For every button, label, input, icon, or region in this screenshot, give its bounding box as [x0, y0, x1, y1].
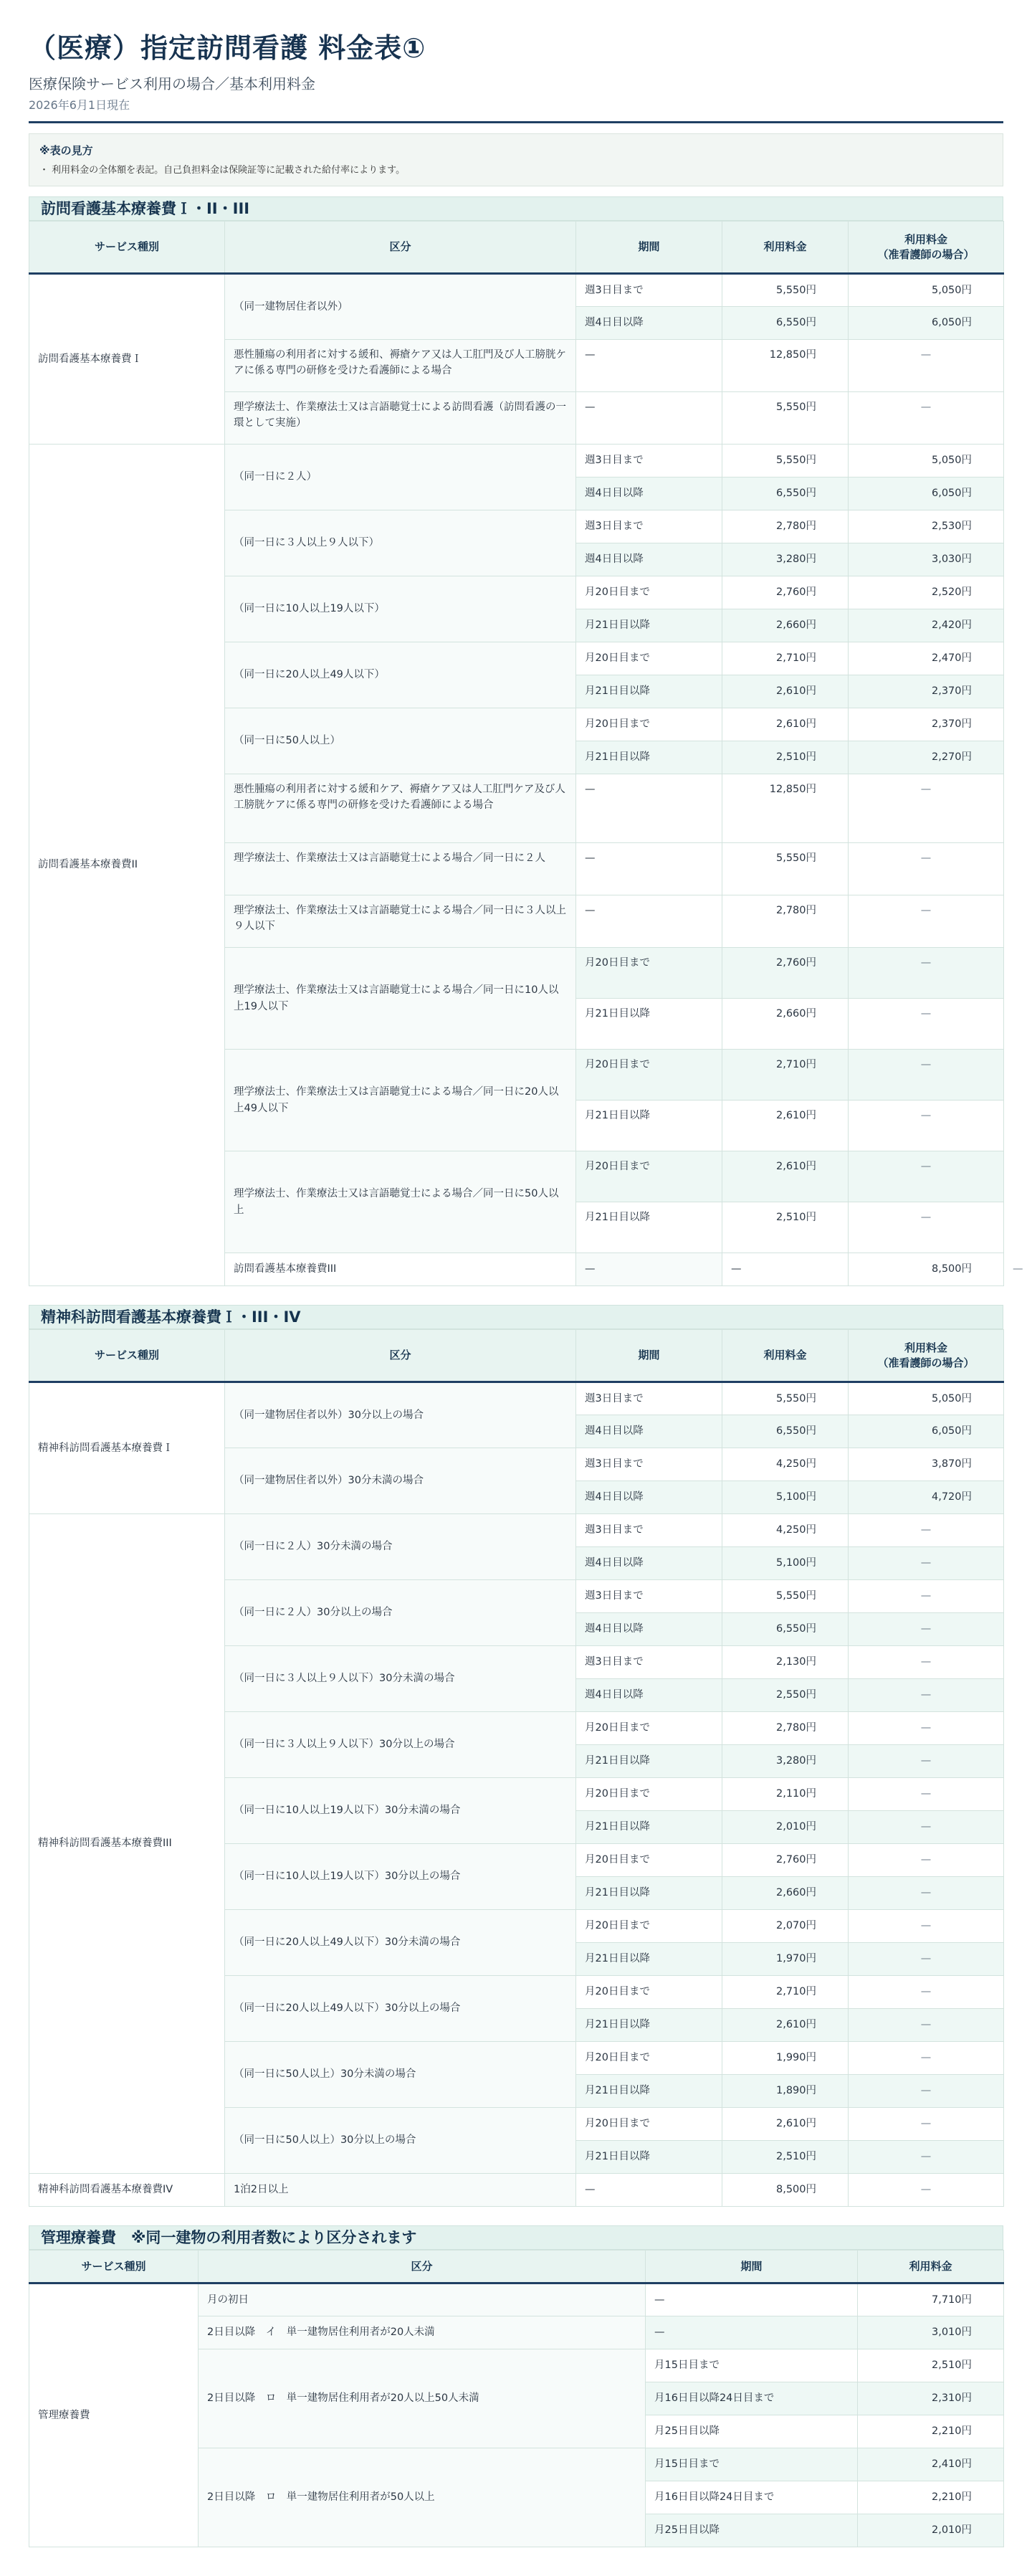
period-cell: 週3日目まで	[576, 274, 722, 307]
category-cell: （同一日に20人以上49人以下）30分以上の場合	[225, 1976, 576, 2042]
col-header-category: 区分	[225, 222, 576, 274]
service-type-cell: 訪問看護基本療養費Ｉ	[29, 274, 225, 445]
fee-assistant-cell: 2,470円	[849, 642, 1004, 675]
period-cell: 週4日目以降	[576, 307, 722, 340]
col-header-service: サービス種別	[29, 222, 225, 274]
fee-assistant-cell: —	[849, 1745, 1004, 1778]
period-cell: 月21日目以降	[576, 1943, 722, 1976]
period-cell: —	[576, 392, 722, 445]
table-row	[29, 2174, 1004, 2207]
fee-assistant-cell: —	[849, 774, 1004, 843]
section-heading-management: 管理療養費 ※同一建物の利用者数により区分されます	[29, 2225, 1003, 2250]
period-cell: 月20日目まで	[576, 708, 722, 741]
fee-assistant-cell: —	[849, 2009, 1004, 2042]
fee-cell: 2,710円	[722, 1050, 849, 1101]
fee-cell: 2,510円	[722, 741, 849, 774]
fee-cell: 3,010円	[858, 2316, 1004, 2349]
period-cell: 週4日目以降	[576, 1613, 722, 1646]
table-row	[29, 445, 1004, 477]
col-header-fee-assistant: 利用料金 （准看護師の場合）	[849, 222, 1004, 274]
page-header	[29, 26, 1003, 123]
service-type-cell: 精神科訪問看護基本療養費III	[29, 1514, 225, 2174]
fee-cell: 2,760円	[722, 1844, 849, 1877]
period-cell: —	[576, 843, 722, 895]
period-cell: 週4日目以降	[576, 1415, 722, 1448]
period-cell: 週4日目以降	[576, 1481, 722, 1514]
fee-assistant-cell: —	[849, 1151, 1004, 1202]
category-cell: （同一日に50人以上）30分以上の場合	[225, 2108, 576, 2174]
category-cell: （同一日に10人以上19人以下）30分以上の場合	[225, 1844, 576, 1910]
fee-cell: 2,210円	[858, 2481, 1004, 2514]
period-cell: 月25日目以降	[646, 2415, 858, 2448]
period-cell: —	[576, 2174, 722, 2207]
period-cell: —	[722, 1253, 849, 1286]
col-header-category: 区分	[199, 2251, 646, 2283]
page-subtitle: 医療保険サービス利用の場合／基本利用料金	[29, 75, 315, 92]
col-header-fee-assistant: 利用料金 （准看護師の場合）	[849, 1330, 1004, 1382]
category-cell: 2日目以降 イ 単一建物居住利用者が20人未満	[199, 2316, 646, 2349]
period-cell: 月21日目以降	[576, 2009, 722, 2042]
fee-cell: 2,660円	[722, 999, 849, 1050]
period-cell: 週3日目まで	[576, 1646, 722, 1679]
header-divider	[29, 121, 1003, 123]
category-cell: 2日目以降 ロ 単一建物居住利用者が50人以上	[199, 2448, 646, 2547]
fee-assistant-cell: —	[849, 1778, 1004, 1811]
period-cell: 月20日目まで	[576, 2042, 722, 2075]
as-of-date: 2026年6月1日現在	[29, 98, 130, 112]
fee-assistant-cell: —	[849, 999, 1004, 1050]
fee-cell: 1,890円	[722, 2075, 849, 2108]
table-row	[29, 1382, 1004, 1415]
period-cell: 週3日目まで	[576, 1514, 722, 1547]
category-cell: 理学療法士、作業療法士又は言語聴覚士による場合／同一日に50人以上	[225, 1151, 576, 1253]
fee-assistant-cell: 4,720円	[849, 1481, 1004, 1514]
fee-cell: 7,710円	[858, 2283, 1004, 2316]
fee-assistant-cell: —	[849, 1811, 1004, 1844]
col-header-service: サービス種別	[29, 2251, 199, 2283]
note-heading: ※表の見方	[39, 144, 93, 157]
category-cell: （同一日に10人以上19人以下）	[225, 576, 576, 642]
fee-cell: 2,660円	[722, 609, 849, 642]
col-header-period: 期間	[646, 2251, 858, 2283]
period-cell: 月21日目以降	[576, 675, 722, 708]
fee-assistant-cell: —	[849, 1844, 1004, 1877]
period-cell: 月21日目以降	[576, 609, 722, 642]
period-cell: 月20日目まで	[576, 948, 722, 999]
fee-cell: 5,550円	[722, 274, 849, 307]
section-heading-visiting-nursing: 訪問看護基本療養費Ｉ・II・III	[29, 196, 1003, 221]
fee-cell: 3,280円	[722, 543, 849, 576]
category-cell: 悪性腫瘍の利用者に対する緩和ケア、褥瘡ケア又は人工肛門ケア及び人工膀胱ケアに係る専門の研修を受けた看護師による場合	[225, 774, 576, 843]
fee-cell: 5,550円	[722, 445, 849, 477]
fee-assistant-cell: 5,050円	[849, 445, 1004, 477]
col-header-fee: 利用料金	[722, 222, 849, 274]
col-header-service: サービス種別	[29, 1330, 225, 1382]
category-cell: （同一建物居住者以外）	[225, 274, 576, 340]
fee-assistant-cell: —	[849, 340, 1004, 392]
fee-cell: 5,550円	[722, 1382, 849, 1415]
period-cell: 月20日目まで	[576, 1151, 722, 1202]
service-type-cell: 精神科訪問看護基本療養費IV	[29, 2174, 225, 2207]
section-heading-psychiatric: 精神科訪問看護基本療養費Ｉ・III・IV	[29, 1305, 1003, 1329]
fee-cell: 2,610円	[722, 1151, 849, 1202]
service-type-cell: 訪問看護基本療養費II	[29, 445, 225, 1286]
category-cell: （同一日に２人）30分未満の場合	[225, 1514, 576, 1580]
period-cell: 週3日目まで	[576, 1382, 722, 1415]
fee-assistant-cell: —	[849, 1877, 1004, 1910]
category-cell: 理学療法士、作業療法士又は言語聴覚士による場合／同一日に10人以上19人以下	[225, 948, 576, 1050]
period-cell: 月21日目以降	[576, 1877, 722, 1910]
fee-cell: 2,780円	[722, 895, 849, 948]
fee-assistant-cell: 6,050円	[849, 307, 1004, 340]
fee-cell: 2,410円	[858, 2448, 1004, 2481]
fee-cell: 6,550円	[722, 307, 849, 340]
period-cell: 月20日目まで	[576, 1778, 722, 1811]
fee-cell: 1,990円	[722, 2042, 849, 2075]
fee-cell: 2,610円	[722, 675, 849, 708]
category-cell: （同一日に20人以上49人以下）30分未満の場合	[225, 1910, 576, 1976]
fee-assistant-cell: —	[849, 1679, 1004, 1712]
period-cell: 月21日目以降	[576, 1745, 722, 1778]
period-cell: —	[646, 2316, 858, 2349]
fee-assistant-cell: —	[849, 948, 1004, 999]
category-cell: 悪性腫瘍の利用者に対する緩和、褥瘡ケア又は人工肛門及び人工膀胱ケアに係る専門の研修を受けた看護師による場合	[225, 340, 576, 392]
period-cell: —	[576, 774, 722, 843]
fee-assistant-cell: —	[849, 1547, 1004, 1580]
fee-cell: 2,780円	[722, 1712, 849, 1745]
fee-cell: 2,610円	[722, 1101, 849, 1151]
period-cell: 週4日目以降	[576, 543, 722, 576]
period-cell: 月21日目以降	[576, 1811, 722, 1844]
fee-assistant-cell: —	[849, 2108, 1004, 2141]
period-cell: 週4日目以降	[576, 477, 722, 510]
fee-cell: 2,610円	[722, 2108, 849, 2141]
fee-assistant-cell: 2,520円	[849, 576, 1004, 609]
fee-assistant-cell: —	[849, 1050, 1004, 1101]
fee-cell: 12,850円	[722, 774, 849, 843]
fee-assistant-cell: —	[849, 895, 1004, 948]
fee-assistant-cell: 3,030円	[849, 543, 1004, 576]
period-cell: 月21日目以降	[576, 1202, 722, 1253]
service-type-cell: 訪問看護基本療養費III	[225, 1253, 576, 1286]
period-cell: 週3日目まで	[576, 1448, 722, 1481]
category-cell: （同一日に50人以上）	[225, 708, 576, 774]
category-cell: （同一日に３人以上９人以下）30分以上の場合	[225, 1712, 576, 1778]
col-header-period: 期間	[576, 222, 722, 274]
fee-assistant-cell: —	[849, 2174, 1004, 2207]
period-cell: 月21日目以降	[576, 2141, 722, 2174]
fee-cell: 4,250円	[722, 1448, 849, 1481]
note-text: ・ 利用料金の全体額を表記。自己負担料金は保険証等に記載された給付率によります。	[39, 165, 406, 176]
fee-cell: 4,250円	[722, 1514, 849, 1547]
fee-cell: 1,970円	[722, 1943, 849, 1976]
fee-assistant-cell: 2,420円	[849, 609, 1004, 642]
fee-cell: 5,550円	[722, 1580, 849, 1613]
period-cell: 月15日目まで	[646, 2349, 858, 2382]
fee-cell: 2,510円	[858, 2349, 1004, 2382]
fee-cell: 2,310円	[858, 2382, 1004, 2415]
fee-cell: 6,550円	[722, 1415, 849, 1448]
table-legend-note	[29, 133, 1003, 186]
service-type-cell: 管理療養費	[29, 2283, 199, 2547]
fee-cell: 2,130円	[722, 1646, 849, 1679]
period-cell: 月16日目以降24日目まで	[646, 2382, 858, 2415]
category-cell: （同一建物居住者以外）30分以上の場合	[225, 1382, 576, 1448]
category-cell: 月の初日	[199, 2283, 646, 2316]
fee-cell: 2,010円	[858, 2514, 1004, 2547]
period-cell: 月21日目以降	[576, 999, 722, 1050]
category-cell: 理学療法士、作業療法士又は言語聴覚士による場合／同一日に20人以上49人以下	[225, 1050, 576, 1151]
service-type-cell: 精神科訪問看護基本療養費Ｉ	[29, 1382, 225, 1514]
period-cell: 月20日目まで	[576, 1910, 722, 1943]
fee-cell: 2,760円	[722, 576, 849, 609]
fee-cell: 5,550円	[722, 392, 849, 445]
category-cell: 理学療法士、作業療法士又は言語聴覚士による場合／同一日に２人	[225, 843, 576, 895]
fee-assistant-cell: —	[849, 1976, 1004, 2009]
fee-assistant-cell: 5,050円	[849, 1382, 1004, 1415]
psychiatric-fee-table	[29, 1329, 1004, 2207]
fee-cell: 5,100円	[722, 1547, 849, 1580]
col-header-fee: 利用料金	[858, 2251, 1004, 2283]
fee-assistant-cell: —	[849, 1712, 1004, 1745]
fee-cell: 8,500円	[849, 1253, 1004, 1286]
fee-assistant-cell: —	[849, 1646, 1004, 1679]
period-cell: 月15日目まで	[646, 2448, 858, 2481]
period-cell: 週3日目まで	[576, 1580, 722, 1613]
fee-cell: 6,550円	[722, 1613, 849, 1646]
fee-cell: 2,610円	[722, 708, 849, 741]
category-cell: （同一日に20人以上49人以下）	[225, 642, 576, 708]
category-cell: 理学療法士、作業療法士又は言語聴覚士による訪問看護（訪問看護の一環として実施）	[225, 392, 576, 445]
period-cell: 月25日目以降	[646, 2514, 858, 2547]
period-cell: 月20日目まで	[576, 1050, 722, 1101]
fee-assistant-cell: 2,270円	[849, 741, 1004, 774]
fee-cell: 2,010円	[722, 1811, 849, 1844]
fee-cell: 2,510円	[722, 2141, 849, 2174]
fee-assistant-cell: 6,050円	[849, 477, 1004, 510]
fee-cell: 2,070円	[722, 1910, 849, 1943]
fee-assistant-cell: —	[849, 2075, 1004, 2108]
period-cell: 月20日目まで	[576, 1844, 722, 1877]
fee-cell: 6,550円	[722, 477, 849, 510]
period-cell: —	[576, 895, 722, 948]
period-cell: 月20日目まで	[576, 1712, 722, 1745]
fee-assistant-cell: 2,370円	[849, 675, 1004, 708]
fee-assistant-cell: —	[849, 2141, 1004, 2174]
col-header-fee: 利用料金	[722, 1330, 849, 1382]
period-cell: 月20日目まで	[576, 2108, 722, 2141]
fee-cell: 5,100円	[722, 1481, 849, 1514]
fee-cell: 2,550円	[722, 1679, 849, 1712]
category-cell: 1泊2日以上	[225, 2174, 576, 2207]
period-cell: 週3日目まで	[576, 445, 722, 477]
period-cell: 月20日目まで	[576, 642, 722, 675]
period-cell: 月16日目以降24日目まで	[646, 2481, 858, 2514]
fee-cell: 2,760円	[722, 948, 849, 999]
period-cell: 月20日目まで	[576, 576, 722, 609]
management-fee-table	[29, 2250, 1004, 2547]
period-cell: 週4日目以降	[576, 1679, 722, 1712]
table-row	[29, 2283, 1004, 2316]
fee-assistant-cell: —	[849, 1101, 1004, 1151]
fee-assistant-cell: —	[849, 1580, 1004, 1613]
category-cell: （同一日に２人）30分以上の場合	[225, 1580, 576, 1646]
category-cell: 2日目以降 ロ 単一建物居住利用者が20人以上50人未満	[199, 2349, 646, 2448]
fee-assistant-cell: 3,870円	[849, 1448, 1004, 1481]
period-cell: 週4日目以降	[576, 1547, 722, 1580]
fee-cell: 3,280円	[722, 1745, 849, 1778]
visiting-nursing-fee-table	[29, 221, 1023, 1286]
fee-assistant-cell: —	[849, 843, 1004, 895]
fee-cell: 2,660円	[722, 1877, 849, 1910]
period-cell: 週3日目まで	[576, 510, 722, 543]
fee-assistant-cell: —	[849, 1202, 1004, 1253]
category-cell: （同一建物居住者以外）30分未満の場合	[225, 1448, 576, 1514]
category-cell: —	[576, 1253, 722, 1286]
fee-cell: 5,550円	[722, 843, 849, 895]
fee-cell: 2,610円	[722, 2009, 849, 2042]
table-row	[29, 274, 1004, 307]
period-cell: 月21日目以降	[576, 1101, 722, 1151]
fee-assistant-cell: 2,370円	[849, 708, 1004, 741]
table-row: 訪問看護基本療養費III — — 8,500円 —	[29, 1253, 1004, 1286]
fee-assistant-cell: —	[849, 1910, 1004, 1943]
table-row	[29, 1514, 1004, 1547]
fee-assistant-cell: —	[849, 2042, 1004, 2075]
col-header-period: 期間	[576, 1330, 722, 1382]
fee-cell: 2,210円	[858, 2415, 1004, 2448]
fee-assistant-cell: —	[849, 1613, 1004, 1646]
fee-cell: 2,110円	[722, 1778, 849, 1811]
fee-assistant-cell: 6,050円	[849, 1415, 1004, 1448]
period-cell: 月21日目以降	[576, 2075, 722, 2108]
fee-assistant-cell: —	[849, 392, 1004, 445]
period-cell: 月21日目以降	[576, 741, 722, 774]
fee-assistant-cell: 5,050円	[849, 274, 1004, 307]
fee-cell: 2,710円	[722, 1976, 849, 2009]
period-cell: —	[646, 2283, 858, 2316]
category-cell: （同一日に３人以上９人以下）30分未満の場合	[225, 1646, 576, 1712]
col-header-category: 区分	[225, 1330, 576, 1382]
fee-cell: 2,510円	[722, 1202, 849, 1253]
category-cell: 理学療法士、作業療法士又は言語聴覚士による場合／同一日に３人以上９人以下	[225, 895, 576, 948]
fee-cell: 2,710円	[722, 642, 849, 675]
fee-assistant-cell: —	[849, 1943, 1004, 1976]
fee-cell: 12,850円	[722, 340, 849, 392]
category-cell: （同一日に50人以上）30分未満の場合	[225, 2042, 576, 2108]
category-cell: （同一日に３人以上９人以下）	[225, 510, 576, 576]
page-title: （医療）指定訪問看護 料金表①	[29, 32, 426, 64]
fee-cell: 8,500円	[722, 2174, 849, 2207]
category-cell: （同一日に２人）	[225, 445, 576, 510]
period-cell: 月20日目まで	[576, 1976, 722, 2009]
fee-cell: 2,780円	[722, 510, 849, 543]
period-cell: —	[576, 340, 722, 392]
fee-assistant-cell: 2,530円	[849, 510, 1004, 543]
fee-assistant-cell: —	[849, 1514, 1004, 1547]
category-cell: （同一日に10人以上19人以下）30分未満の場合	[225, 1778, 576, 1844]
